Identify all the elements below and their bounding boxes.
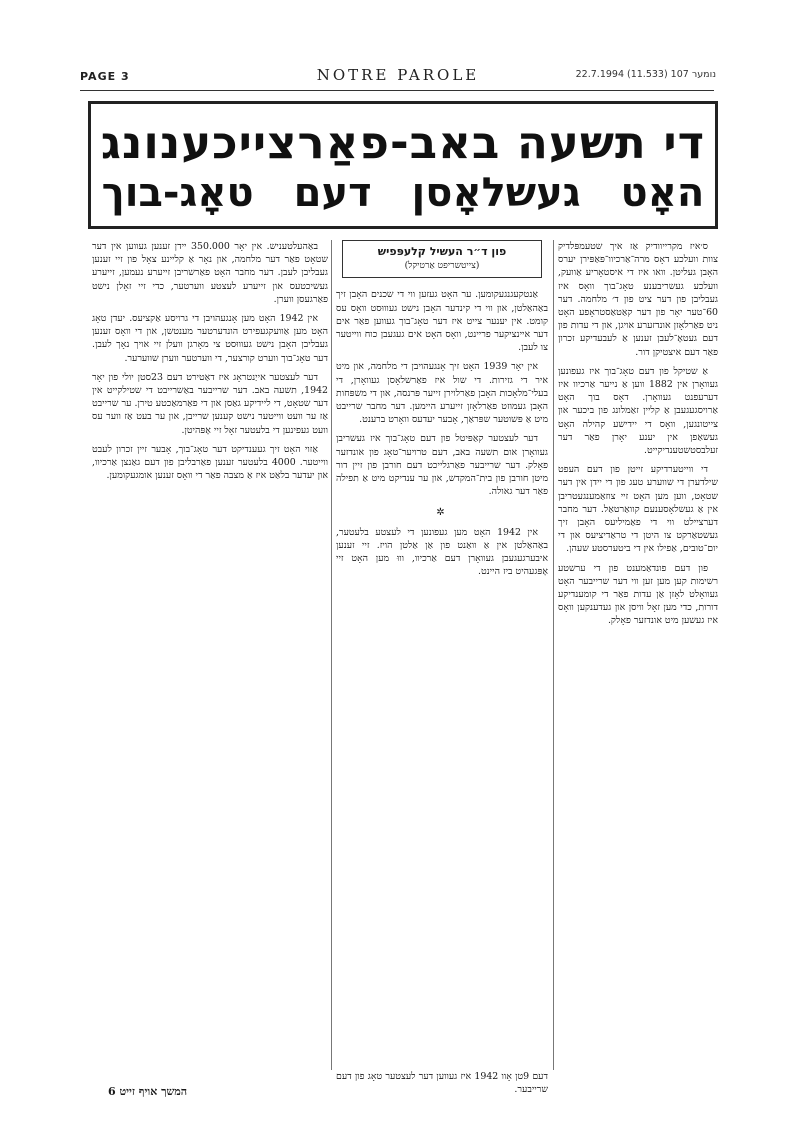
issue-info: 22.7.1994 (11.533) 107 נומער <box>575 69 716 80</box>
column-left <box>92 240 328 1052</box>
headline-line-2: האָט געשלאָסן דעם טאָג-בוך <box>101 170 705 216</box>
masthead <box>80 66 716 88</box>
paragraph: די ווייטערדיקע זייטן פון דעם העפט שילדערן די שווערע טעג פון די יידן אין דער שטאָט, ווען מען האָט זיי צוזאַמענגעטריבן אין אַ געשלאָסענעם קוואַרטאַל. דער מחבר דערציילט ווי די פאַמיליעס האָבן זיך געשטאַרקט צו היטן די טראַדיציעס און די יום־טובים, אַפילו אין די ביטערסטע שעהן. <box>558 464 718 555</box>
paragraph: אין 1942 האָט מען אָנגעהויבן די גרויסע אַקציעס. יעדן טאָג האָט מען אַוועקגעפירט הונדערטער מענטשן, און די וואָס זענען געבליבן האָבן נישט געוווּסט צי מאָרגן וועלן זיי אויך נאָך לעבן. דער טאָג־בוך ווערט קורצער, די ווערטער ווערן שווערער. <box>92 313 328 364</box>
closing-line: דעם 9טן אָוו 1942 איז געווען דער לעצטער טאָג פון דעם שרייבער. <box>336 1071 548 1096</box>
paper-name: NOTRE PAROLE <box>316 66 480 84</box>
paragraph: דער לעצטער קאַפּיטל פון דעם טאָג־בוך איז געשריבן געוואָרן אום תשעה באב, דעם טרויער־טאָג פון אונדזער פאָלק. דער שרייבער פאַרגלייכט דעם חורבן פון זיין דור מיטן חורבן פון בית־המקדש, און ער ענדיקט מיט אַ תפילה פאַר דער גאולה. <box>336 433 548 498</box>
paragraph: ס׳איז מקרייוודיק אַז איך שטעמפּלדיק צוות וועלכע דאָס מרה־אַרכיוו־פּאַפּירן יערס האָבן געליטן. וואו איז די איסטאָריע אַוועק, וועלכע געשריבענע טאָג־בוך וואָס איז געבליבן פון דער ציט פון ד׳ מלחמה. דער 60־טער יאָר פון דער קאַטאַסטראָפע האָט ניט פאַרלאָזן אונדזערע אויגן, און די עדות פון דעם געטאָ־לעבן זענען אַ לעבעדיקע זכרון פאַר דעם איצטיקן דור. <box>558 241 718 358</box>
separator-stars: ✲ <box>436 507 448 519</box>
column-right <box>558 240 718 1075</box>
column-middle <box>336 240 548 1075</box>
paragraph: פון דעם פונדאַמענט פון די ערשטע רשימות קען מען זען ווי דער שרייבער האָט געוואָלט לאָזן אַן עדות פאַר די קומענדיקע דורות, כדי מען זאָל וויסן און געדענקען וואָס איז געשען מיט אונדזער פאָלק. <box>558 562 718 627</box>
column-divider <box>553 240 554 1070</box>
paragraph: באַהעלטעניש. אין יאָר 350.000 יידן זענען געווען אין דער שטאָט פאַר דער מלחמה, און נאָר אַ קליינע צאָל פון זיי זענען געבליבן לעבן. דער מחבר האָט פאַרשריבן זייערע נעמען, זייערע געשיכטעס און זייערע לעצטע ווערטער, כדי זיי זאָלן נישט פאַרגעסן ווערן. <box>92 241 328 305</box>
paragraph: אַ שטיקל פון דעם טאָג־בוך איז געפונען געוואָרן אין 1882 ווען אַ נייער אַרכיוו איז דערעפנט געוואָרן. דאָס בוך האָט אַרויסגעגעבן אַ קליין זאַמלונג פון ביכער און צייטונגען, וואָס די יידישע קהילה האָט געשאַפן אין יענע יאָרן פאַר דער זעלבסטשטענדיקייט. <box>558 365 718 457</box>
paragraph: אַנטקעגנגעקומען. ער האָט געזען ווי די שכנים האָבן זיך באַהאַלטן, און ווי די קינדער האָבן נישט געוווּסט וואָס עס קומט. אין יענער צייט איז דער טאָג־בוך געווען פאַר אים דער איינציקער פריינט, וואָס האָט אים געגעבן כוח ווייטער צו לעבן. <box>336 289 548 354</box>
paragraph: אַזוי האָט זיך געענדיקט דער טאָג־בוך, אָבער זיין זכרון לעבט ווייטער. 4000 בלעטער זענען פאַרבליבן פון דעם גאַנצן אַרכיוו, און יעדער בלאַט איז אַ מצבה פאַר די וואָס זענען אומגעקומען. <box>92 443 328 482</box>
page-number: PAGE 3 <box>80 70 130 83</box>
paragraph: דער לעצטער אייַנטראָג איז דאַטירט דעם 23סטן יולי פון יאָר 1942, תשעה באב. דער שרייבער באַשרייבט די שטילקייט אין דער שטאָט, די ליידיקע גאַסן און די פאַרמאַכטע טירן. ער שרייבט אַז ער וועט ווייטער נישט קענען שרייבן, און ער בעט אַז ווער עס וועט געפינען די בלעטער זאָל זיי אָפּהיטן. <box>92 371 328 436</box>
byline-note: (צייטשריפט אַרטיקל) <box>404 261 480 272</box>
column-divider <box>331 240 332 1070</box>
continued-note: המשך אויף זייט 6 <box>108 1085 188 1098</box>
masthead-rule <box>80 90 714 91</box>
byline-author: פון ד״ר העשיל קלעפּפיש <box>377 245 507 258</box>
headline-box <box>88 101 718 229</box>
byline-box <box>342 240 542 278</box>
paragraph: אין יאָר 1939 האָט זיך אָנגעהויבן די מלחמה, און מיט איר די גזירות. די שול איז פאַרשלאָסן געוואָרן, די בעלי־מלאָכות האָבן פאַרלוירן זייער פּרנסה, און די משפּחות האָבן געמוזט פאַרלאָזן זייערע היימען. דער מחבר שרייבט מיט אַ פּשוטער שפּראַך, אָבער יעדעס וואָרט ברענט. <box>336 361 548 426</box>
paragraph: אין 1942 האָט מען געפונען די לעצטע בלעטער, באַהאַלטן אין אַ וואַנט פון אַן אַלטן הויז. זיי זענען איבערגעגעבן געוואָרן דעם אַרכיוו, וווּ מען האָט זיי אָפּגעהיט ביז היינט. <box>336 526 548 578</box>
headline-line-1: די תשעה באב-פאַרצייכענונג <box>100 116 706 169</box>
